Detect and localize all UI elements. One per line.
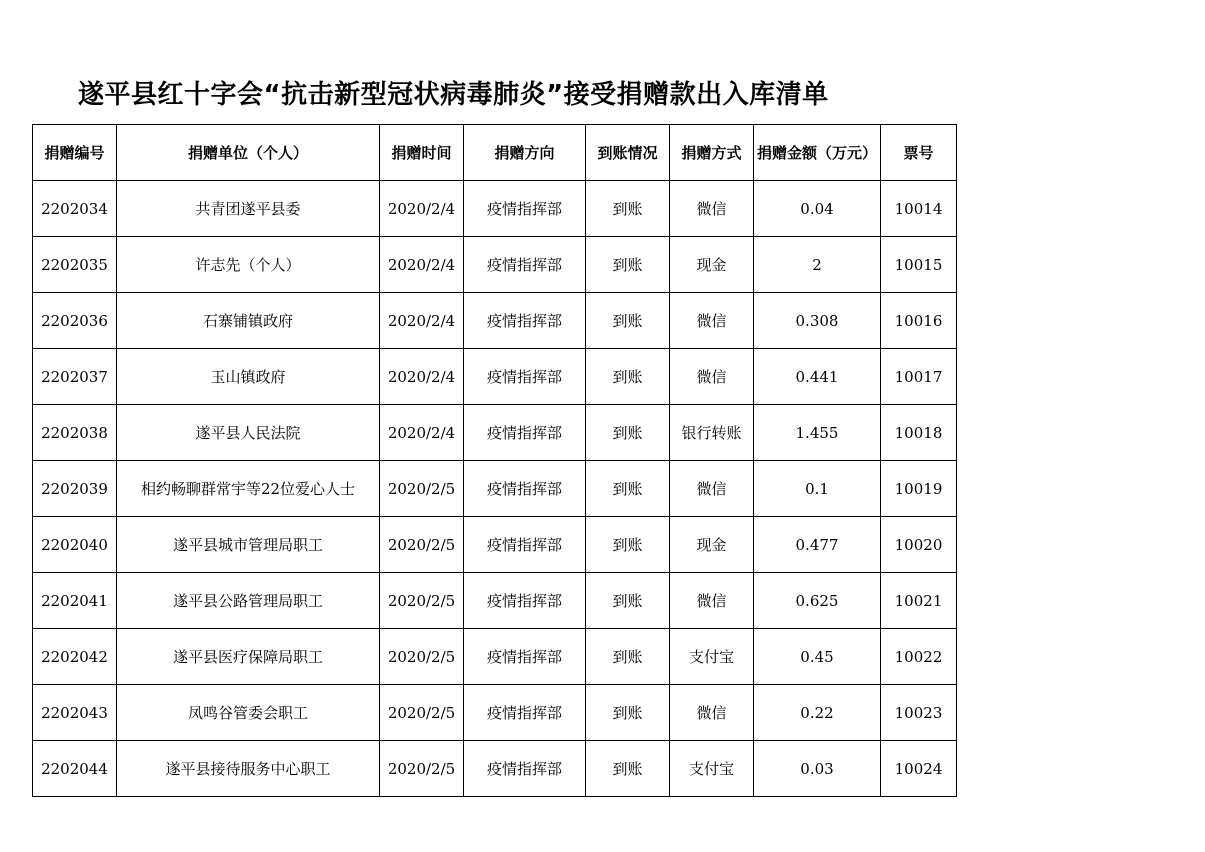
table-row <box>33 517 957 573</box>
cell-method: 银行转账 <box>670 405 754 461</box>
cell-method: 微信 <box>670 685 754 741</box>
cell-ticket: 10021 <box>881 573 957 629</box>
cell-method: 微信 <box>670 461 754 517</box>
cell-donation-id: 2202042 <box>33 629 117 685</box>
column-header-ticket: 票号 <box>881 125 957 181</box>
table-row <box>33 349 957 405</box>
cell-donor: 石寨铺镇政府 <box>117 293 380 349</box>
cell-amount: 0.03 <box>754 741 881 797</box>
cell-direction: 疫情指挥部 <box>464 517 586 573</box>
cell-donation-id: 2202038 <box>33 405 117 461</box>
cell-direction: 疫情指挥部 <box>464 461 586 517</box>
cell-ticket: 10023 <box>881 685 957 741</box>
header-row <box>33 125 957 181</box>
cell-donor: 遂平县人民法院 <box>117 405 380 461</box>
cell-direction: 疫情指挥部 <box>464 573 586 629</box>
cell-donor: 遂平县城市管理局职工 <box>117 517 380 573</box>
cell-direction: 疫情指挥部 <box>464 237 586 293</box>
cell-donor: 遂平县公路管理局职工 <box>117 573 380 629</box>
table-row <box>33 293 957 349</box>
cell-date: 2020/2/5 <box>380 461 464 517</box>
cell-date: 2020/2/5 <box>380 685 464 741</box>
cell-ticket: 10022 <box>881 629 957 685</box>
column-header-date: 捐赠时间 <box>380 125 464 181</box>
column-header-method: 捐赠方式 <box>670 125 754 181</box>
cell-donor: 共青团遂平县委 <box>117 181 380 237</box>
cell-donation-id: 2202036 <box>33 293 117 349</box>
cell-amount: 0.441 <box>754 349 881 405</box>
cell-status: 到账 <box>586 573 670 629</box>
cell-status: 到账 <box>586 349 670 405</box>
cell-donation-id: 2202041 <box>33 573 117 629</box>
cell-status: 到账 <box>586 405 670 461</box>
document-title: 遂平县红十字会“抗击新型冠状病毒肺炎”接受捐赠款出入库清单 <box>78 80 829 110</box>
cell-method: 支付宝 <box>670 629 754 685</box>
cell-donor: 遂平县接待服务中心职工 <box>117 741 380 797</box>
cell-date: 2020/2/5 <box>380 517 464 573</box>
column-header-amount: 捐赠金额（万元） <box>754 125 881 181</box>
cell-donation-id: 2202034 <box>33 181 117 237</box>
cell-direction: 疫情指挥部 <box>464 349 586 405</box>
cell-method: 微信 <box>670 349 754 405</box>
cell-amount: 0.04 <box>754 181 881 237</box>
table-row <box>33 629 957 685</box>
cell-amount: 0.477 <box>754 517 881 573</box>
table-row <box>33 461 957 517</box>
cell-date: 2020/2/4 <box>380 237 464 293</box>
column-header-status: 到账情况 <box>586 125 670 181</box>
cell-donation-id: 2202043 <box>33 685 117 741</box>
cell-status: 到账 <box>586 517 670 573</box>
cell-method: 现金 <box>670 517 754 573</box>
cell-status: 到账 <box>586 181 670 237</box>
cell-ticket: 10016 <box>881 293 957 349</box>
cell-ticket: 10020 <box>881 517 957 573</box>
cell-date: 2020/2/5 <box>380 573 464 629</box>
cell-method: 微信 <box>670 573 754 629</box>
cell-amount: 0.45 <box>754 629 881 685</box>
table-row <box>33 237 957 293</box>
cell-amount: 0.625 <box>754 573 881 629</box>
table-row <box>33 685 957 741</box>
cell-direction: 疫情指挥部 <box>464 741 586 797</box>
cell-direction: 疫情指挥部 <box>464 405 586 461</box>
cell-direction: 疫情指挥部 <box>464 181 586 237</box>
column-header-id: 捐赠编号 <box>33 125 117 181</box>
table-row <box>33 741 957 797</box>
cell-status: 到账 <box>586 741 670 797</box>
cell-direction: 疫情指挥部 <box>464 629 586 685</box>
cell-donation-id: 2202040 <box>33 517 117 573</box>
cell-amount: 2 <box>754 237 881 293</box>
cell-status: 到账 <box>586 461 670 517</box>
cell-direction: 疫情指挥部 <box>464 685 586 741</box>
cell-ticket: 10018 <box>881 405 957 461</box>
cell-donation-id: 2202044 <box>33 741 117 797</box>
column-header-direction: 捐赠方向 <box>464 125 586 181</box>
cell-amount: 1.455 <box>754 405 881 461</box>
cell-direction: 疫情指挥部 <box>464 293 586 349</box>
table-row <box>33 181 957 237</box>
cell-amount: 0.22 <box>754 685 881 741</box>
donation-ledger-table <box>32 124 957 797</box>
cell-ticket: 10017 <box>881 349 957 405</box>
cell-donor: 玉山镇政府 <box>117 349 380 405</box>
cell-amount: 0.308 <box>754 293 881 349</box>
cell-status: 到账 <box>586 293 670 349</box>
cell-status: 到账 <box>586 685 670 741</box>
cell-ticket: 10024 <box>881 741 957 797</box>
table-row <box>33 405 957 461</box>
cell-amount: 0.1 <box>754 461 881 517</box>
cell-method: 微信 <box>670 181 754 237</box>
cell-donation-id: 2202035 <box>33 237 117 293</box>
table-body <box>33 181 957 797</box>
table-row <box>33 573 957 629</box>
cell-donation-id: 2202037 <box>33 349 117 405</box>
cell-donor: 遂平县医疗保障局职工 <box>117 629 380 685</box>
cell-donor: 凤鸣谷管委会职工 <box>117 685 380 741</box>
cell-ticket: 10014 <box>881 181 957 237</box>
cell-status: 到账 <box>586 237 670 293</box>
cell-date: 2020/2/5 <box>380 741 464 797</box>
cell-date: 2020/2/4 <box>380 405 464 461</box>
cell-date: 2020/2/4 <box>380 349 464 405</box>
cell-ticket: 10015 <box>881 237 957 293</box>
cell-method: 微信 <box>670 293 754 349</box>
cell-donation-id: 2202039 <box>33 461 117 517</box>
column-header-donor: 捐赠单位（个人） <box>117 125 380 181</box>
cell-date: 2020/2/4 <box>380 181 464 237</box>
cell-date: 2020/2/5 <box>380 629 464 685</box>
cell-date: 2020/2/4 <box>380 293 464 349</box>
cell-donor: 相约畅聊群常宇等22位爱心人士 <box>117 461 380 517</box>
cell-ticket: 10019 <box>881 461 957 517</box>
cell-donor: 许志先（个人） <box>117 237 380 293</box>
cell-method: 支付宝 <box>670 741 754 797</box>
cell-status: 到账 <box>586 629 670 685</box>
cell-method: 现金 <box>670 237 754 293</box>
